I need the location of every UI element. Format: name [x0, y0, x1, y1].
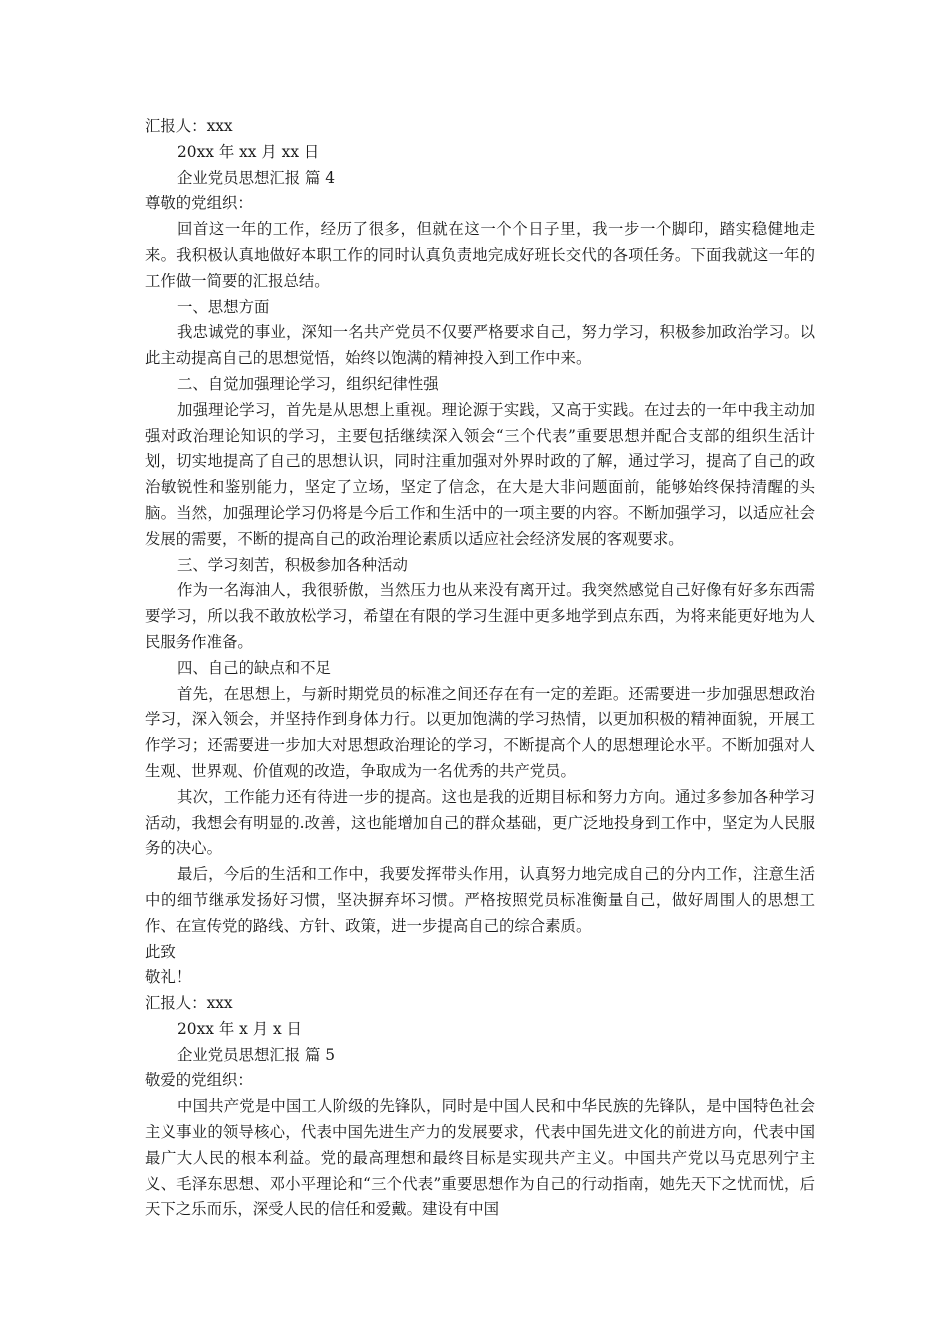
closing-2: 敬礼！: [145, 968, 192, 987]
reporter-line-1: 汇报人：xxx: [145, 117, 233, 135]
heading-4: 四、自己的缺点和不足: [177, 658, 331, 677]
date-line-2: 20xx 年 x 月 x 日: [177, 1019, 302, 1038]
paragraph: 加强理论学习，首先是从思想上重视。理论源于实践，又高于实践。在过去的一年中我主动加强对政治理论知识的学习，主要包括继续深入领会“三个代表”重要思想并配合支部的组织生活计划，切实地提高了自己的思想认识，同时注重加强对外界时政的了解，通过学习，提高了自己的政治敏锐性和鉴别能力，坚定了立场，坚定了信念，在大是大非问题面前，能够始终保持清醒的头脑。当然，加强理论学习仍将是今后工作和生活中的一项主要的内容。不断加强学习，以适应社会发展的需要，不断的提高自己的政治理论素质以适应社会经济发展的客观要求。: [145, 400, 815, 548]
closing-1: 此致: [145, 942, 176, 961]
paragraph: 最后，今后的生活和工作中，我要发挥带头作用，认真努力地完成自己的分内工作，注意生活中的细节继承发扬好习惯，坚决摒弃坏习惯。严格按照党员标准衡量自己，做好周围人的思想工作、在宣传党的路线、方针、政策，进一步提高自己的综合素质。: [145, 865, 815, 935]
paragraph: 首先，在思想上，与新时期党员的标准之间还存在有一定的差距。还需要进一步加强思想政治学习，深入领会，并坚持作到身体力行。以更加饱满的学习热情，以更加积极的精神面貌，开展工作学习；还需要进一步加大对思想政治理论的学习，不断提高个人的思想理论水平。不断加强对人生观、世界观、价值观的改造，争取成为一名优秀的共产党员。: [145, 684, 815, 780]
reporter-line-2: 汇报人：xxx: [145, 994, 233, 1013]
section-title-4: 企业党员思想汇报 篇 4: [177, 168, 336, 187]
heading-3: 三、学习刻苦，积极参加各种活动: [177, 555, 408, 574]
paragraph: 作为一名海油人，我很骄傲，当然压力也从来没有离开过。我突然感觉自己好像有好多东西需要学习，所以我不敢放松学习，希望在有限的学习生涯中更多地学到点东西，为将来能更好地为人民服务作准备。: [145, 581, 815, 651]
document-body: [145, 114, 815, 1223]
paragraph: 我忠诚党的事业，深知一名共产党员不仅要严格要求自己，努力学习，积极参加政治学习。以此主动提高自己的思想觉悟，始终以饱满的精神投入到工作中来。: [145, 323, 815, 368]
heading-2: 二、自觉加强理论学习，组织纪律性强: [177, 374, 439, 393]
paragraph: 回首这一年的工作，经历了很多，但就在这一个个日子里，我一步一个脚印，踏实稳健地走来。我积极认真地做好本职工作的同时认真负责地完成好班长交代的各项任务。下面我就这一年的工作做一简要的汇报总结。: [145, 220, 815, 290]
date-line-1: 20xx 年 xx 月 xx 日: [177, 142, 320, 161]
paragraph: 中国共产党是中国工人阶级的先锋队，同时是中国人民和中华民族的先锋队，是中国特色社会主义事业的领导核心，代表中国先进生产力的发展要求，代表中国先进文化的前进方向，代表中国最广大人民的根本利益。党的最高理想和最终目标是实现共产主义。中国共产党以马克思列宁主义、毛泽东思想、邓小平理论和“三个代表”重要思想作为自己的行动指南，她先天下之忧而忧，后天下之乐而乐，深受人民的信任和爱戴。建设有中国: [145, 1097, 815, 1219]
paragraph: 其次，工作能力还有待进一步的提高。这也是我的近期目标和努力方向。通过多参加各种学习活动，我想会有明显的.改善，这也能增加自己的群众基础，更广泛地投身到工作中，坚定为人民服务的决心。: [145, 787, 815, 858]
salutation-5: 敬爱的党组织：: [145, 1071, 253, 1090]
heading-1: 一、思想方面: [177, 297, 270, 316]
section-title-5: 企业党员思想汇报 篇 5: [177, 1045, 336, 1064]
salutation-4: 尊敬的党组织：: [145, 194, 253, 213]
